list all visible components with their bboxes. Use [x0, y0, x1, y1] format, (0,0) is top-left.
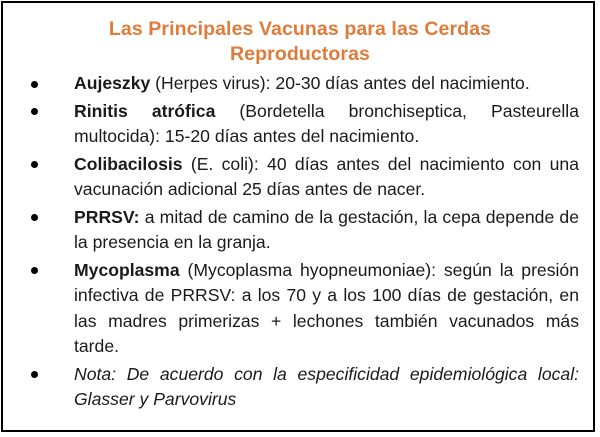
vaccine-term: Rinitis atrófica	[74, 100, 216, 121]
vaccine-description: a mitad de camino de la gestación, la cepa depende de la presencia en la granja.	[74, 206, 579, 252]
list-item-aujeszky	[3, 71, 593, 97]
vaccine-term: PRRSV:	[74, 206, 140, 227]
bullet-icon	[31, 267, 38, 274]
bullet-icon	[31, 371, 38, 378]
list-item-mycoplasma	[3, 258, 593, 360]
vaccine-description: (Mycoplasma hyopneumoniae): según la presión infectiva de PRRSV: a los 70 y a los 100 días de gestación, en las madres primerizas + lechones también vacunados más tarde.	[74, 259, 579, 356]
vaccine-term: Colibacilosis	[74, 153, 183, 174]
vaccine-description: (Bordetella bronchiseptica, Pasteurella multocida): 15-20 días antes del nacimiento.	[74, 100, 579, 146]
vaccine-list	[3, 71, 593, 415]
list-item-rinitis	[3, 99, 593, 150]
bullet-icon	[31, 214, 38, 221]
list-item-colibacilosis	[3, 152, 593, 203]
list-item-prrsv	[3, 205, 593, 256]
title-line-2: Reproductoras	[230, 43, 370, 65]
page-title	[3, 17, 597, 67]
title-line-1: Las Principales Vacunas para las Cerdas	[108, 18, 492, 40]
bullet-icon	[31, 81, 38, 88]
list-item-note	[3, 362, 593, 413]
vaccine-description: (E. coli): 40 días antes del nacimiento con una vacunación adicional 25 días antes de nacer.	[74, 153, 579, 199]
vaccine-description: (Herpes virus): 20-30 días antes del nacimiento.	[150, 73, 530, 93]
vaccine-term: Aujeszky	[74, 73, 151, 93]
vaccine-info-box	[1, 1, 595, 432]
vaccine-term: Mycoplasma	[74, 259, 180, 280]
bullet-icon	[31, 108, 38, 115]
note-text: Nota: De acuerdo con la especificidad epidemiológica local: Glasser y Parvovirus	[74, 363, 579, 409]
bullet-icon	[31, 161, 38, 168]
